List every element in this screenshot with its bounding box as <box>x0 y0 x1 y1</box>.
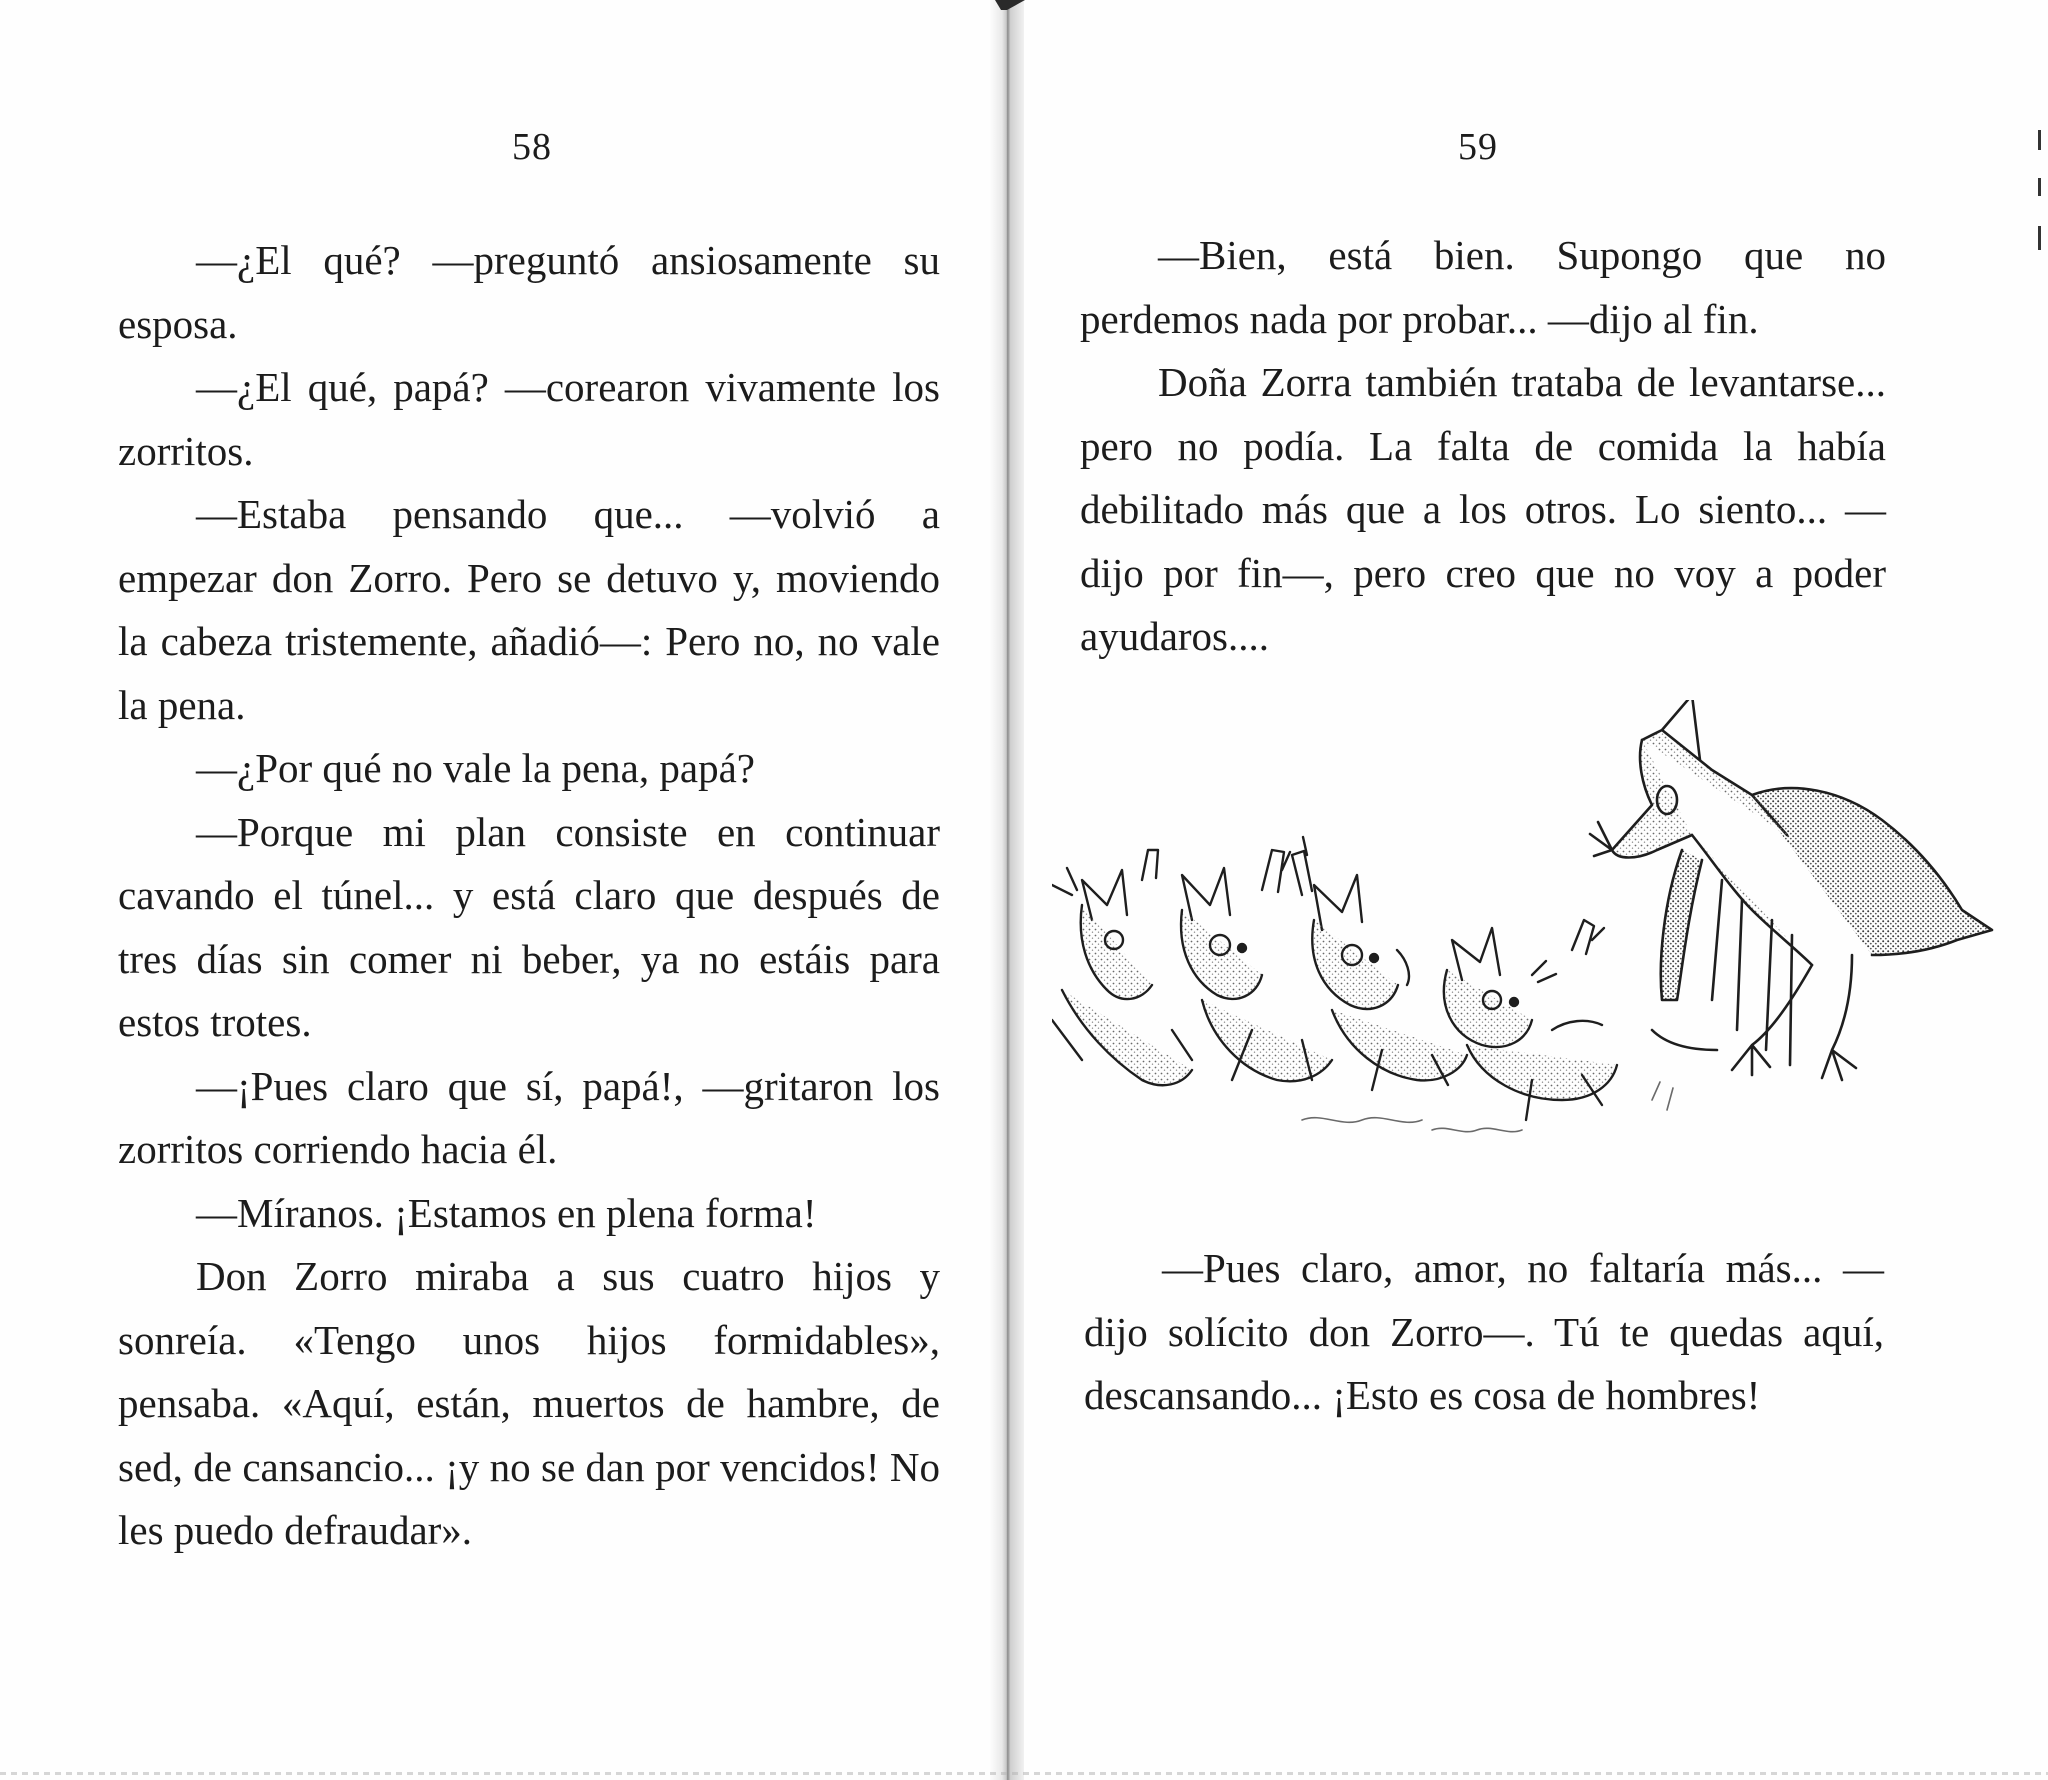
bottom-page-edge <box>0 1772 2048 1775</box>
right-edge-mark <box>2038 178 2041 196</box>
paragraph: —Míranos. ¡Estamos en plena forma! <box>196 1189 817 1236</box>
right-page-text-bottom <box>1084 1237 1884 1428</box>
paragraph: —Porque mi plan consiste en continuar cavando el túnel... y está claro que después de tres días sin comer ni beber, ya no estáis para estos trotes. <box>118 808 940 1045</box>
paragraph: —¡Pues claro que sí, papá!, —gritaron los zorritos corriendo hacia él. <box>118 1062 940 1172</box>
left-page-text <box>118 229 940 1563</box>
right-page-text-top <box>1080 224 1886 669</box>
paragraph: —Estaba pensando que... —volvió a empezar don Zorro. Pero se detuvo y, moviendo la cabeza tristemente, añadió—: Pero no, no vale la pena. <box>118 491 940 728</box>
page-number-left: 58 <box>512 126 552 168</box>
paragraph: —Pues claro, amor, no faltaría más... —dijo solícito don Zorro—. Tú te quedas aquí, descansando... ¡Esto es cosa de hombres! <box>1084 1245 1884 1418</box>
right-edge-mark <box>2038 130 2041 150</box>
illustration-drawing <box>1052 700 2012 1160</box>
fox-family-cheering-illustration-icon <box>1052 700 2012 1160</box>
right-edge-mark <box>2038 226 2041 250</box>
book-gutter <box>990 0 1024 1780</box>
paragraph: —Bien, está bien. Supongo que no perdemos nada por probar... —dijo al fin. <box>1080 232 1886 342</box>
paragraph: —¿El qué? —preguntó ansiosamente su esposa. <box>118 237 940 347</box>
left-page <box>0 0 998 1780</box>
page-number-right: 59 <box>1458 126 1498 168</box>
paragraph: Doña Zorra también trataba de levantarse... pero no podía. La falta de comida la había debilitado más que a los otros. Lo siento... —dijo por fin—, pero creo que no voy a poder ayudaros.... <box>1080 359 1886 659</box>
paragraph: Don Zorro miraba a sus cuatro hijos y sonreía. «Tengo unos hijos formidables», pensaba. «Aquí, están, muertos de hambre, de sed, de cansancio... ¡y no se dan por vencidos! No les puedo defraudar». <box>118 1253 940 1553</box>
paragraph: —¿El qué, papá? —corearon vivamente los zorritos. <box>118 364 940 474</box>
paragraph: —¿Por qué no vale la pena, papá? <box>196 745 755 791</box>
